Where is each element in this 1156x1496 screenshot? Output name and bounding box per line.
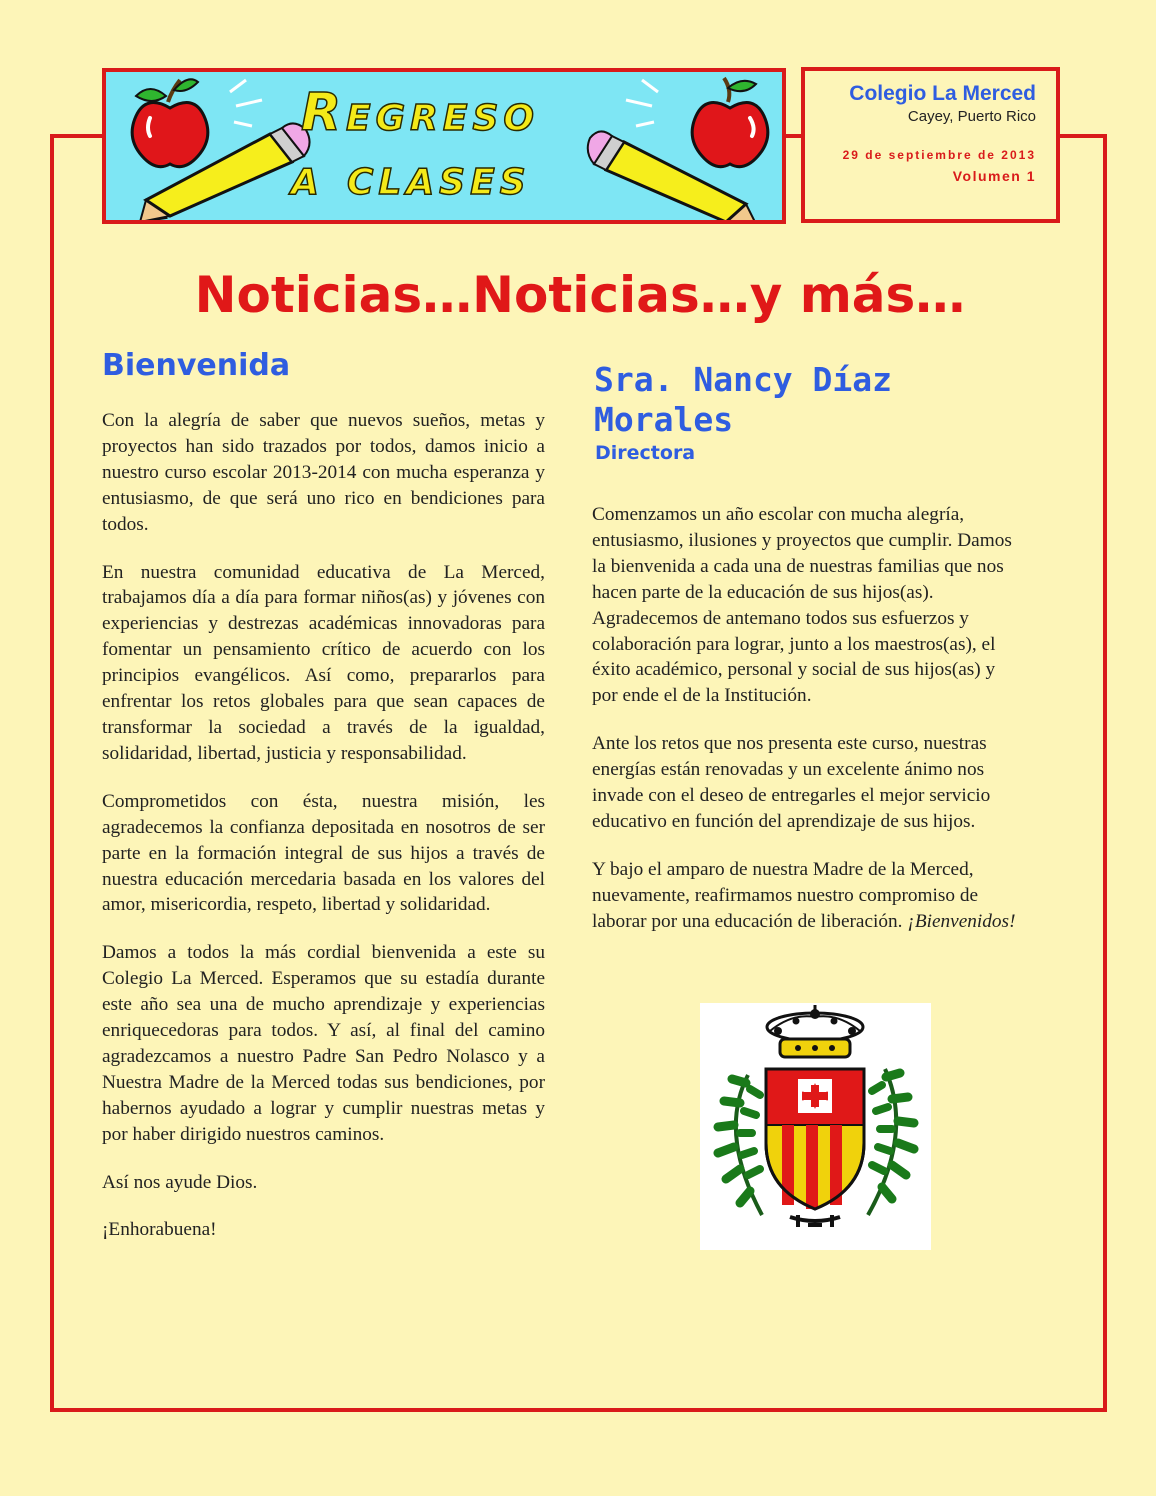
school-name: Colegio La Merced [849,82,1036,105]
issue-volume: Volumen 1 [952,168,1036,184]
masthead-info-box [801,67,1060,223]
welcome-paragraph: ¡Enhorabuena! [102,1219,217,1241]
back-to-school-banner [102,68,786,224]
welcome-paragraph: En nuestra comunidad educativa de La Merced, trabajamos día a día para formar niños(as) y jóvenes con experiencias y destrezas académicas innovadoras para fomentar un pensamiento crítico de acuerdo con los principios evangélicos. Así como, prepararlos para enfrentar los retos globales para que sean capaces de transformar la sociedad a través de la igualdad, solidaridad, libertad, justicia y responsabilidad. [102,561,545,764]
shield-icon [766,1069,864,1209]
director-column [592,360,1022,957]
director-paragraph: Comenzamos un año escolar con mucha alegría, entusiasmo, ilusiones y proyectos que cumplir. Damos la bienvenida a cada una de nuestras familias que nos hacen parte de la educación de sus hijos(as). Agradecemos de antemano todos sus esfuerzos y colaboración para lograr, junto a los maestros(as), el éxito académico, personal y social de sus hijos(as) y por ende el de la Institución. [592,504,1012,707]
welcome-paragraph: Así nos ayude Dios. [102,1171,258,1193]
closing-greeting: ¡Bienvenidos! [907,910,1016,932]
director-paragraph [592,857,1022,935]
crown-icon [767,1005,863,1057]
welcome-column [102,344,545,1265]
welcome-paragraph: Damos a todos la más cordial bienvenida a este su Colegio La Merced. Esperamos que su estadía durante este año sea una de mucho aprendizaje y experiencias enriquecedoras para todos. Y así, al final del camino agradezcamos a nuestro Padre San Pedro Nolasco y a Nuestra Madre de la Merced todas sus bendiciones, por habernos ayudado a lograr y cumplir nuestras metas y por haber dirigido nuestros caminos. [102,942,545,1145]
page-title: Noticias…Noticias…y más… [194,266,966,324]
director-paragraph-text: Y bajo el amparo de nuestra Madre de la Merced, nuevamente, reafirmamos nuestro compromiso de laborar por una educación de liberación. [592,858,979,932]
director-name: Sra. Nancy Díaz Morales [594,360,893,439]
welcome-heading: Bienvenida [102,348,291,383]
school-location: Cayey, Puerto Rico [907,108,1036,125]
director-paragraph: Ante los retos que nos presenta este curso, nuestras energías están renovadas y un excelente ánimo nos invade con el deseo de entregarles el mejor servicio educativo en función del aprendizaje de sus hijos. [592,733,991,832]
school-crest [700,1003,931,1250]
welcome-paragraph: Con la alegría de saber que nuevos sueños, metas y proyectos han sido trazados por todos, damos inicio a nuestro curso escolar 2013-2014 con mucha esperanza y entusiasmo, de que será uno rico en bendiciones para todos. [102,410,545,535]
welcome-paragraph: Comprometidos con ésta, nuestra misión, les agradecemos la confianza depositada en nosotros de ser parte en la formación integral de sus hijos a través de nuestra educación mercedaria basada en los valores del amor, misericordia, respeto, libertad y solidaridad. [102,790,545,916]
apple-icon [132,79,208,166]
issue-date: 29 de septiembre de 2013 [842,148,1036,162]
banner-line-2: a clases [291,147,531,207]
director-role: Directora [595,442,696,464]
banner-line-1: Regreso [301,83,540,143]
apple-icon [692,78,768,167]
